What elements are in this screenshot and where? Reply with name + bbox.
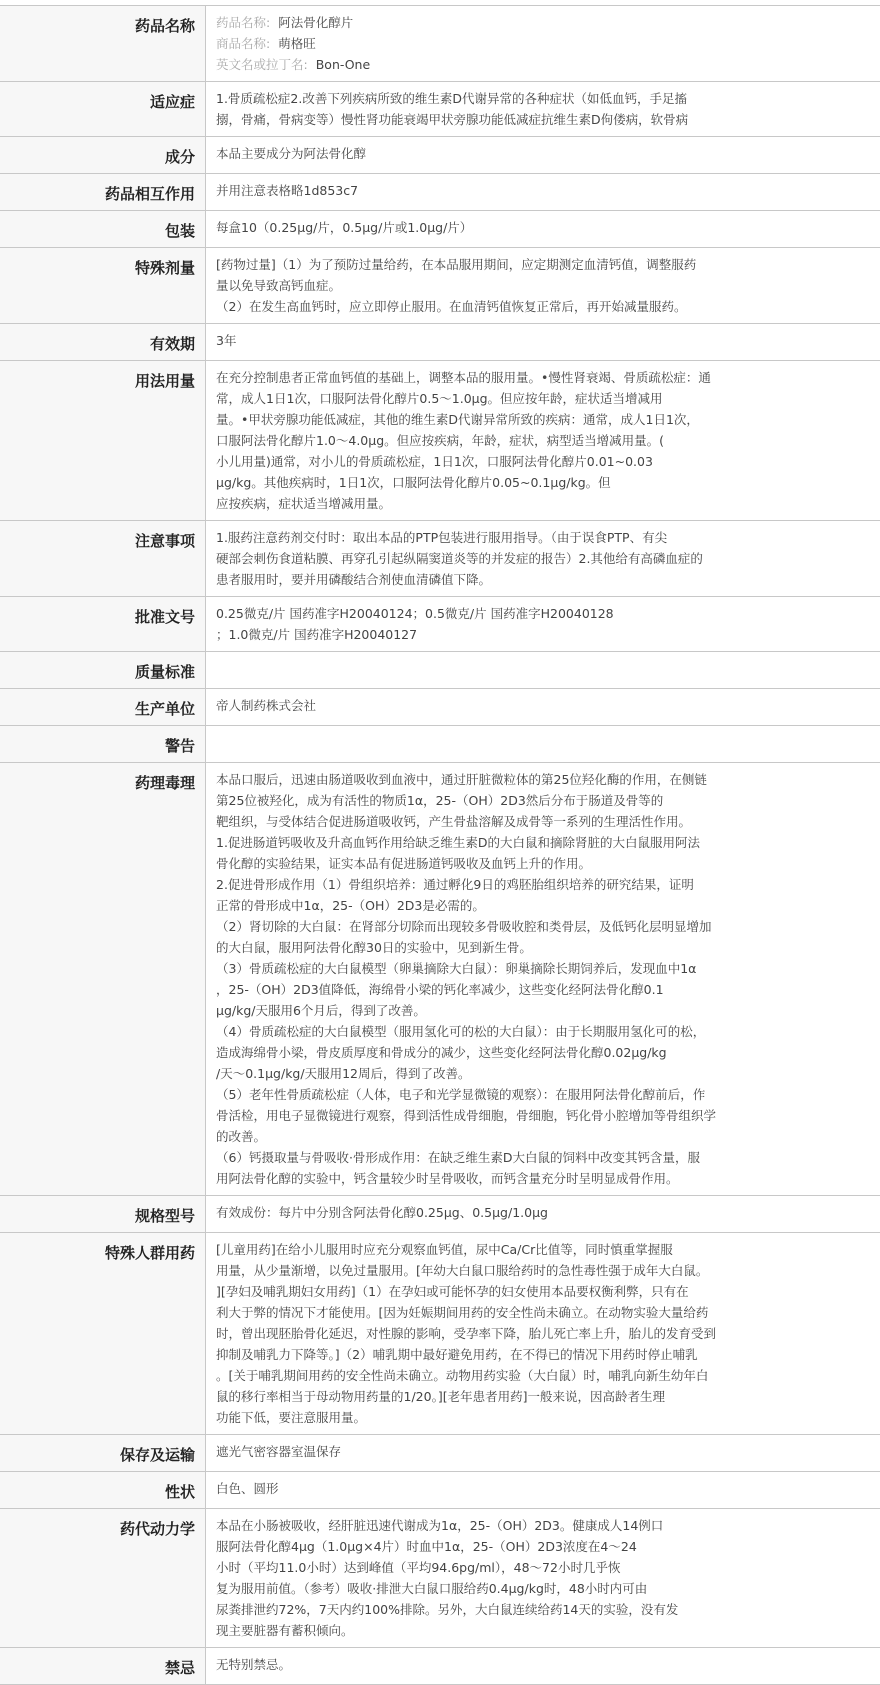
- text-line: 口服阿法骨化醇片1.0～4.0μg。但应按疾病，年龄，症状，病型适当增减用量。(: [216, 430, 790, 451]
- text-line: 靶组织，与受体结合促进肠道吸收钙，产生骨盐溶解及成骨等一系列的生理活性作用。: [216, 811, 790, 832]
- text-line: 白色、圆形: [216, 1478, 790, 1499]
- row-label: 保存及运输: [0, 1435, 206, 1472]
- row-value: [206, 1509, 880, 1648]
- row-value: [206, 652, 880, 689]
- text-line: 1.服药注意药剂交付时：取出本品的PTP包装进行服用指导。（由于误食PTP、有尖: [216, 527, 790, 548]
- text-line: 用量，从少量渐增，以免过量服用。[年幼大白鼠口服给药时的急性毒性强于成年大白鼠。: [216, 1260, 790, 1281]
- row-interactions: [0, 174, 880, 211]
- trade-name-row: [216, 33, 790, 54]
- row-ingredients: [0, 137, 880, 174]
- row-value: [206, 361, 880, 521]
- text-line: 量。•甲状旁腺功能低减症，其他的维生素D代谢异常所致的疾病：通常，成人1日1次，: [216, 409, 790, 430]
- drug-info-table: [0, 5, 880, 1685]
- row-contraindications: [0, 1648, 880, 1685]
- text-line: 第25位被羟化，成为有活性的物质1α，25-（OH）2D3然后分布于肠道及骨等的: [216, 790, 790, 811]
- text-line: 服阿法骨化醇4μg（1.0μg×4片）时血中1α，25-（OH）2D3浓度在4～24: [216, 1536, 790, 1557]
- text-line: 遮光气密容器室温保存: [216, 1441, 790, 1462]
- text-line: 3年: [216, 330, 790, 351]
- text-line: 用阿法骨化醇的实验中，钙含量较少时呈骨吸收，而钙含量充分时呈明显成骨作用。: [216, 1168, 790, 1189]
- row-value: [206, 1435, 880, 1472]
- text-line: 小时（平均11.0小时）达到峰值（平均94.6pg/ml），48～72小时几乎恢: [216, 1557, 790, 1578]
- row-pharmacokinetics: [0, 1509, 880, 1648]
- text-line: 有效成份：每片中分别含阿法骨化醇0.25μg、0.5μg/1.0μg: [216, 1202, 790, 1223]
- text-line: 复为服用前值。（参考）吸收·排泄大白鼠口服给药0.4μg/kg时，48小时内可由: [216, 1578, 790, 1599]
- trade-name-key: 商品名称:: [216, 36, 270, 51]
- text-line: 骨化醇的实验结果，证实本品有促进肠道钙吸收及血钙上升的作用。: [216, 853, 790, 874]
- text-line: ][孕妇及哺乳期妇女用药]（1）在孕妇或可能怀孕的妇女使用本品要权衡利弊，只有在: [216, 1281, 790, 1302]
- row-label: 药品名称: [0, 6, 206, 82]
- row-label: 适应症: [0, 82, 206, 137]
- row-drug-names: [0, 6, 880, 82]
- row-manufacturer: [0, 689, 880, 726]
- row-value: [206, 726, 880, 763]
- row-warning: [0, 726, 880, 763]
- row-value: [206, 1233, 880, 1435]
- row-value: [206, 689, 880, 726]
- row-label: 特殊剂量: [0, 248, 206, 324]
- row-label: 用法用量: [0, 361, 206, 521]
- row-specification: [0, 1196, 880, 1233]
- row-label: 性状: [0, 1472, 206, 1509]
- text-line: 时，曾出现胚胎骨化延迟，对性腺的影响，受孕率下降，胎儿死亡率上升，胎儿的发育受到: [216, 1323, 790, 1344]
- row-value: [206, 248, 880, 324]
- row-label: 成分: [0, 137, 206, 174]
- row-label: 规格型号: [0, 1196, 206, 1233]
- row-indication: [0, 82, 880, 137]
- text-line: 2.促进骨形成作用（1）骨组织培养：通过孵化9日的鸡胚胎组织培养的研究结果，证明: [216, 874, 790, 895]
- text-line: 1.骨质疏松症2.改善下列疾病所致的维生素D代谢异常的各种症状（如低血钙，手足搐: [216, 88, 790, 109]
- text-line: 功能下低，要注意服用量。: [216, 1407, 790, 1428]
- text-line: 常，成人1日1次，口服阿法骨化醇片0.5～1.0μg。但应按年龄，症状适当增减用: [216, 388, 790, 409]
- text-line: 应按疾病，症状适当增减用量。: [216, 493, 790, 514]
- text-line: 的大白鼠，服用阿法骨化醇30日的实验中，见到新生骨。: [216, 937, 790, 958]
- text-line: 在充分控制患者正常血钙值的基础上，调整本品的服用量。•慢性肾衰竭、骨质疏松症：通: [216, 367, 790, 388]
- names-cell: [206, 6, 880, 82]
- row-value: [206, 82, 880, 137]
- text-line: ，25-（OH）2D3值降低，海绵骨小梁的钙化率减少，这些变化经阿法骨化醇0.1: [216, 979, 790, 1000]
- text-line: 的改善。: [216, 1126, 790, 1147]
- row-usage: [0, 361, 880, 521]
- text-line: 抑制及哺乳力下降等。]（2）哺乳期中最好避免用药，在不得已的情况下用药时停止哺乳: [216, 1344, 790, 1365]
- text-line: μg/kg/天服用6个月后，得到了改善。: [216, 1000, 790, 1021]
- row-package: [0, 211, 880, 248]
- row-approval: [0, 597, 880, 652]
- row-special-dosage: [0, 248, 880, 324]
- text-line: 无特别禁忌。: [216, 1654, 790, 1675]
- text-line: 量以免导致高钙血症。: [216, 275, 790, 296]
- text-line: 利大于弊的情况下才能使用。[因为妊娠期间用药的安全性尚未确立。在动物实验大量给药: [216, 1302, 790, 1323]
- text-line: 0.25微克/片 国药准字H20040124；0.5微克/片 国药准字H20040128: [216, 603, 790, 624]
- row-storage: [0, 1435, 880, 1472]
- text-line: 1.促进肠道钙吸收及升高血钙作用给缺乏维生素D的大白鼠和摘除肾脏的大白鼠服用阿法: [216, 832, 790, 853]
- row-label: 药代动力学: [0, 1509, 206, 1648]
- text-line: 本品口服后，迅速由肠道吸收到血液中，通过肝脏微粒体的第25位羟化酶的作用，在侧链: [216, 769, 790, 790]
- text-line: （2）肾切除的大白鼠：在肾部分切除而出现较多骨吸收腔和类骨层，及低钙化层明显增加: [216, 916, 790, 937]
- text-line: 现主要脏器有蓄积倾向。: [216, 1620, 790, 1641]
- row-label: 包装: [0, 211, 206, 248]
- text-line: 造成海绵骨小梁，骨皮质厚度和骨成分的减少，这些变化经阿法骨化醇0.02μg/kg: [216, 1042, 790, 1063]
- text-line: （4）骨质疏松症的大白鼠模型（服用氢化可的松的大白鼠）：由于长期服用氢化可的松，: [216, 1021, 790, 1042]
- text-line: 本品主要成分为阿法骨化醇: [216, 143, 790, 164]
- generic-name-key: 药品名称:: [216, 15, 270, 30]
- text-line: （5）老年性骨质疏松症（人体，电子和光学显微镜的观察）：在服用阿法骨化醇前后，作: [216, 1084, 790, 1105]
- text-line: [儿童用药]在给小儿服用时应充分观察血钙值，尿中Ca/Cr比值等，同时慎重掌握服: [216, 1239, 790, 1260]
- row-value: [206, 1196, 880, 1233]
- row-value: [206, 137, 880, 174]
- generic-name-value: 阿法骨化醇片: [278, 15, 353, 30]
- text-line: （3）骨质疏松症的大白鼠模型（卵巢摘除大白鼠）：卵巢摘除长期饲养后，发现血中1α: [216, 958, 790, 979]
- row-label: 质量标准: [0, 652, 206, 689]
- row-value: [206, 763, 880, 1196]
- text-line: 骨活检，用电子显微镜进行观察，得到活性成骨细胞，骨细胞，钙化骨小腔增加等骨组织学: [216, 1105, 790, 1126]
- text-line: 。[关于哺乳期间用药的安全性尚未确立。动物用药实验（大白鼠）时，哺乳向新生幼年白: [216, 1365, 790, 1386]
- text-line: 鼠的移行率相当于母动物用药量的1/20。][老年患者用药]一般来说，因高龄者生理: [216, 1386, 790, 1407]
- row-label: 注意事项: [0, 521, 206, 597]
- text-line: 搦，骨痛，骨病变等）慢性肾功能衰竭甲状旁腺功能低减症抗维生素D佝偻病，软骨病: [216, 109, 790, 130]
- text-line: 患者服用时，要并用磷酸结合剂使血清磷值下降。: [216, 569, 790, 590]
- text-line: （2）在发生高血钙时，应立即停止服用。在血清钙值恢复正常后，再开始减量服药。: [216, 296, 790, 317]
- row-value: [206, 1472, 880, 1509]
- row-label: 禁忌: [0, 1648, 206, 1685]
- text-line: [药物过量]（1）为了预防过量给药，在本品服用期间，应定期测定血清钙值，调整服药: [216, 254, 790, 275]
- text-line: 硬部会刺伤食道粘膜、再穿孔引起纵隔窦道炎等的并发症的报告）2.其他给有高磷血症的: [216, 548, 790, 569]
- row-label: 警告: [0, 726, 206, 763]
- row-value: [206, 521, 880, 597]
- latin-name-value: Bon-One: [316, 57, 370, 72]
- generic-name-row: [216, 12, 790, 33]
- row-label: 批准文号: [0, 597, 206, 652]
- row-validity: [0, 324, 880, 361]
- row-label: 生产单位: [0, 689, 206, 726]
- row-special-population: [0, 1233, 880, 1435]
- row-label: 特殊人群用药: [0, 1233, 206, 1435]
- row-value: [206, 324, 880, 361]
- row-value: [206, 211, 880, 248]
- text-line: （6）钙摄取量与骨吸收·骨形成作用：在缺乏维生素D大白鼠的饲料中改变其钙含量，服: [216, 1147, 790, 1168]
- row-value: [206, 1648, 880, 1685]
- text-line: /天～0.1μg/kg/天服用12周后，得到了改善。: [216, 1063, 790, 1084]
- row-label: 有效期: [0, 324, 206, 361]
- text-line: 尿粪排泄约72%，7天内约100%排除。另外，大白鼠连续给药14天的实验，没有发: [216, 1599, 790, 1620]
- row-pharmacology: [0, 763, 880, 1196]
- row-precautions: [0, 521, 880, 597]
- text-line: 小儿用量)通常，对小儿的骨质疏松症，1日1次，口服阿法骨化醇片0.01~0.03: [216, 451, 790, 472]
- text-line: 每盒10（0.25μg/片，0.5μg/片或1.0μg/片）: [216, 217, 790, 238]
- latin-name-key: 英文名或拉丁名:: [216, 57, 308, 72]
- text-line: 正常的骨形成中1α，25-（OH）2D3是必需的。: [216, 895, 790, 916]
- text-line: μg/kg。其他疾病时，1日1次，口服阿法骨化醇片0.05~0.1μg/kg。但: [216, 472, 790, 493]
- row-value: [206, 597, 880, 652]
- row-label: 药理毒理: [0, 763, 206, 1196]
- text-line: 并用注意表格略1d853c7: [216, 180, 790, 201]
- text-line: ；1.0微克/片 国药准字H20040127: [216, 624, 790, 645]
- row-quality: [0, 652, 880, 689]
- row-label: 药品相互作用: [0, 174, 206, 211]
- row-value: [206, 174, 880, 211]
- text-line: 本品在小肠被吸收，经肝脏迅速代谢成为1α，25-（OH）2D3。健康成人14例口: [216, 1515, 790, 1536]
- text-line: 帝人制药株式会社: [216, 695, 790, 716]
- trade-name-value: 萌格旺: [278, 36, 316, 51]
- latin-name-row: [216, 54, 790, 75]
- row-character: [0, 1472, 880, 1509]
